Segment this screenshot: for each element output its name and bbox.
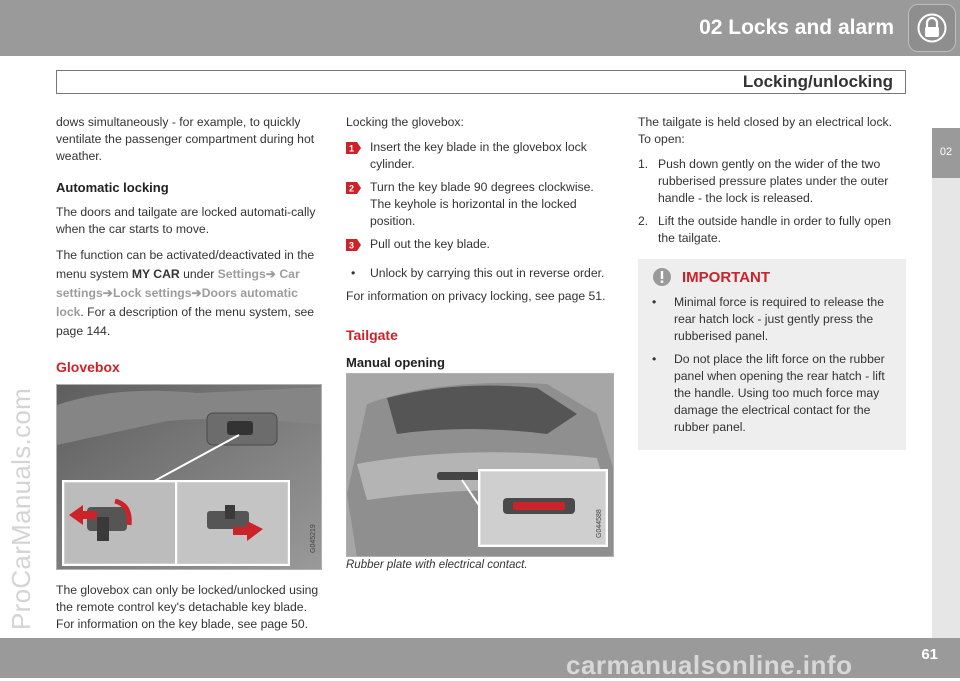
important-text: Minimal force is required to release the rear hatch lock - just gently press the rubberised panel.	[674, 295, 884, 343]
page-number: 61	[921, 646, 938, 663]
chapter-title: 02 Locks and alarm	[699, 16, 894, 39]
svg-text:1: 1	[348, 143, 355, 154]
menu-my-car: MY CAR	[131, 267, 180, 281]
glovebox-illustration	[57, 385, 322, 570]
automatic-locking-text: The doors and tailgate are locked automati-cally when the car starts to move.	[56, 205, 316, 236]
figure-code: G045219	[310, 524, 317, 553]
section-title: Locking/unlocking	[742, 72, 893, 91]
bullet-item	[346, 265, 614, 282]
step-2-badge-icon	[346, 182, 361, 194]
menu-doors-automatic-lock: Doors automatic lock	[56, 286, 298, 319]
important-note	[638, 259, 906, 450]
side-strip	[932, 178, 960, 638]
step-item	[346, 139, 614, 173]
tailgate-illustration	[347, 374, 614, 557]
arrow-right-icon: ➔	[191, 286, 202, 300]
bullet-dot: •	[652, 295, 657, 309]
important-bullet	[638, 351, 894, 436]
numbered-item	[638, 213, 906, 247]
arrow-right-icon: ➔	[265, 267, 276, 281]
menu-settings: Settings	[217, 267, 266, 281]
item-text: Lift the outside handle in order to fully open the tailgate.	[658, 214, 892, 245]
menu-lock-settings: Lock settings	[112, 286, 192, 300]
intro-text: dows simultaneously - for example, to quickly ventilate the passenger compartment during hot weather.	[56, 115, 315, 163]
column-2	[346, 114, 614, 582]
item-text: Push down gently on the wider of the two rubberised pressure plates under the outer handle - the lock is released.	[658, 157, 889, 205]
tailgate-figure	[346, 373, 614, 557]
step-item	[346, 236, 614, 253]
chapter-side-tab: 02	[932, 128, 960, 178]
important-text: Do not place the lift force on the rubber panel when opening the rear hatch - lift the handle. Using too much force may damage the electrical contact for the rubber panel.	[674, 352, 885, 434]
warning-icon	[652, 267, 672, 287]
svg-text:2: 2	[348, 183, 355, 194]
glovebox-figure	[56, 384, 322, 570]
lock-icon	[908, 4, 956, 52]
locking-glovebox-title: Locking the glovebox:	[346, 115, 464, 129]
figure-caption: Rubber plate with electrical contact.	[346, 559, 528, 571]
chapter-header	[0, 0, 960, 56]
automatic-locking-heading: Automatic locking	[56, 180, 169, 195]
glovebox-text: The glovebox can only be locked/unlocked using the remote control key's detachable key blade. For information on the key blade, see page 50.	[56, 583, 319, 631]
manual-opening-heading: Manual opening	[346, 355, 445, 370]
step-item	[346, 179, 614, 230]
important-heading	[638, 269, 894, 286]
numbered-item	[638, 156, 906, 207]
privacy-locking-text: For information on privacy locking, see page 51.	[346, 289, 606, 303]
section-title-bar	[56, 70, 906, 94]
column-1	[56, 114, 324, 641]
bottom-watermark: carmanualsonline.info	[566, 650, 853, 680]
important-bullet	[638, 294, 894, 345]
svg-text:3: 3	[348, 240, 355, 251]
item-number: 2.	[638, 214, 649, 228]
step-text: Insert the key blade in the glovebox lock cylinder.	[370, 140, 587, 171]
step-1-badge-icon	[346, 142, 361, 154]
column-3	[638, 114, 906, 450]
bullet-text: Unlock by carrying this out in reverse order.	[370, 266, 605, 280]
glovebox-heading: Glovebox	[56, 359, 120, 375]
step-text: Turn the key blade 90 degrees clockwise. The keyhole is horizontal in the locked position.	[370, 180, 594, 228]
tailgate-heading: Tailgate	[346, 327, 398, 343]
item-number: 1.	[638, 157, 649, 171]
tailgate-intro: The tailgate is held closed by an electrical lock. To open:	[638, 115, 893, 146]
figure-code: G044588	[596, 509, 603, 538]
arrow-right-icon: ➔	[102, 286, 113, 300]
function-text: The function can be activated/deactivated in the menu system MY CAR under Settings➔ Car settings➔Lock settings➔Doors automatic lock. For a description of the menu system, see page 144.	[56, 248, 315, 338]
step-3-badge-icon	[346, 239, 361, 251]
menu-car-settings: Car settings	[56, 267, 300, 300]
step-text: Pull out the key blade.	[370, 237, 490, 251]
bullet-dot: •	[351, 266, 356, 280]
bullet-dot: •	[652, 352, 657, 366]
important-title: IMPORTANT	[682, 269, 771, 286]
side-watermark: ProCarManuals.com	[6, 387, 36, 630]
